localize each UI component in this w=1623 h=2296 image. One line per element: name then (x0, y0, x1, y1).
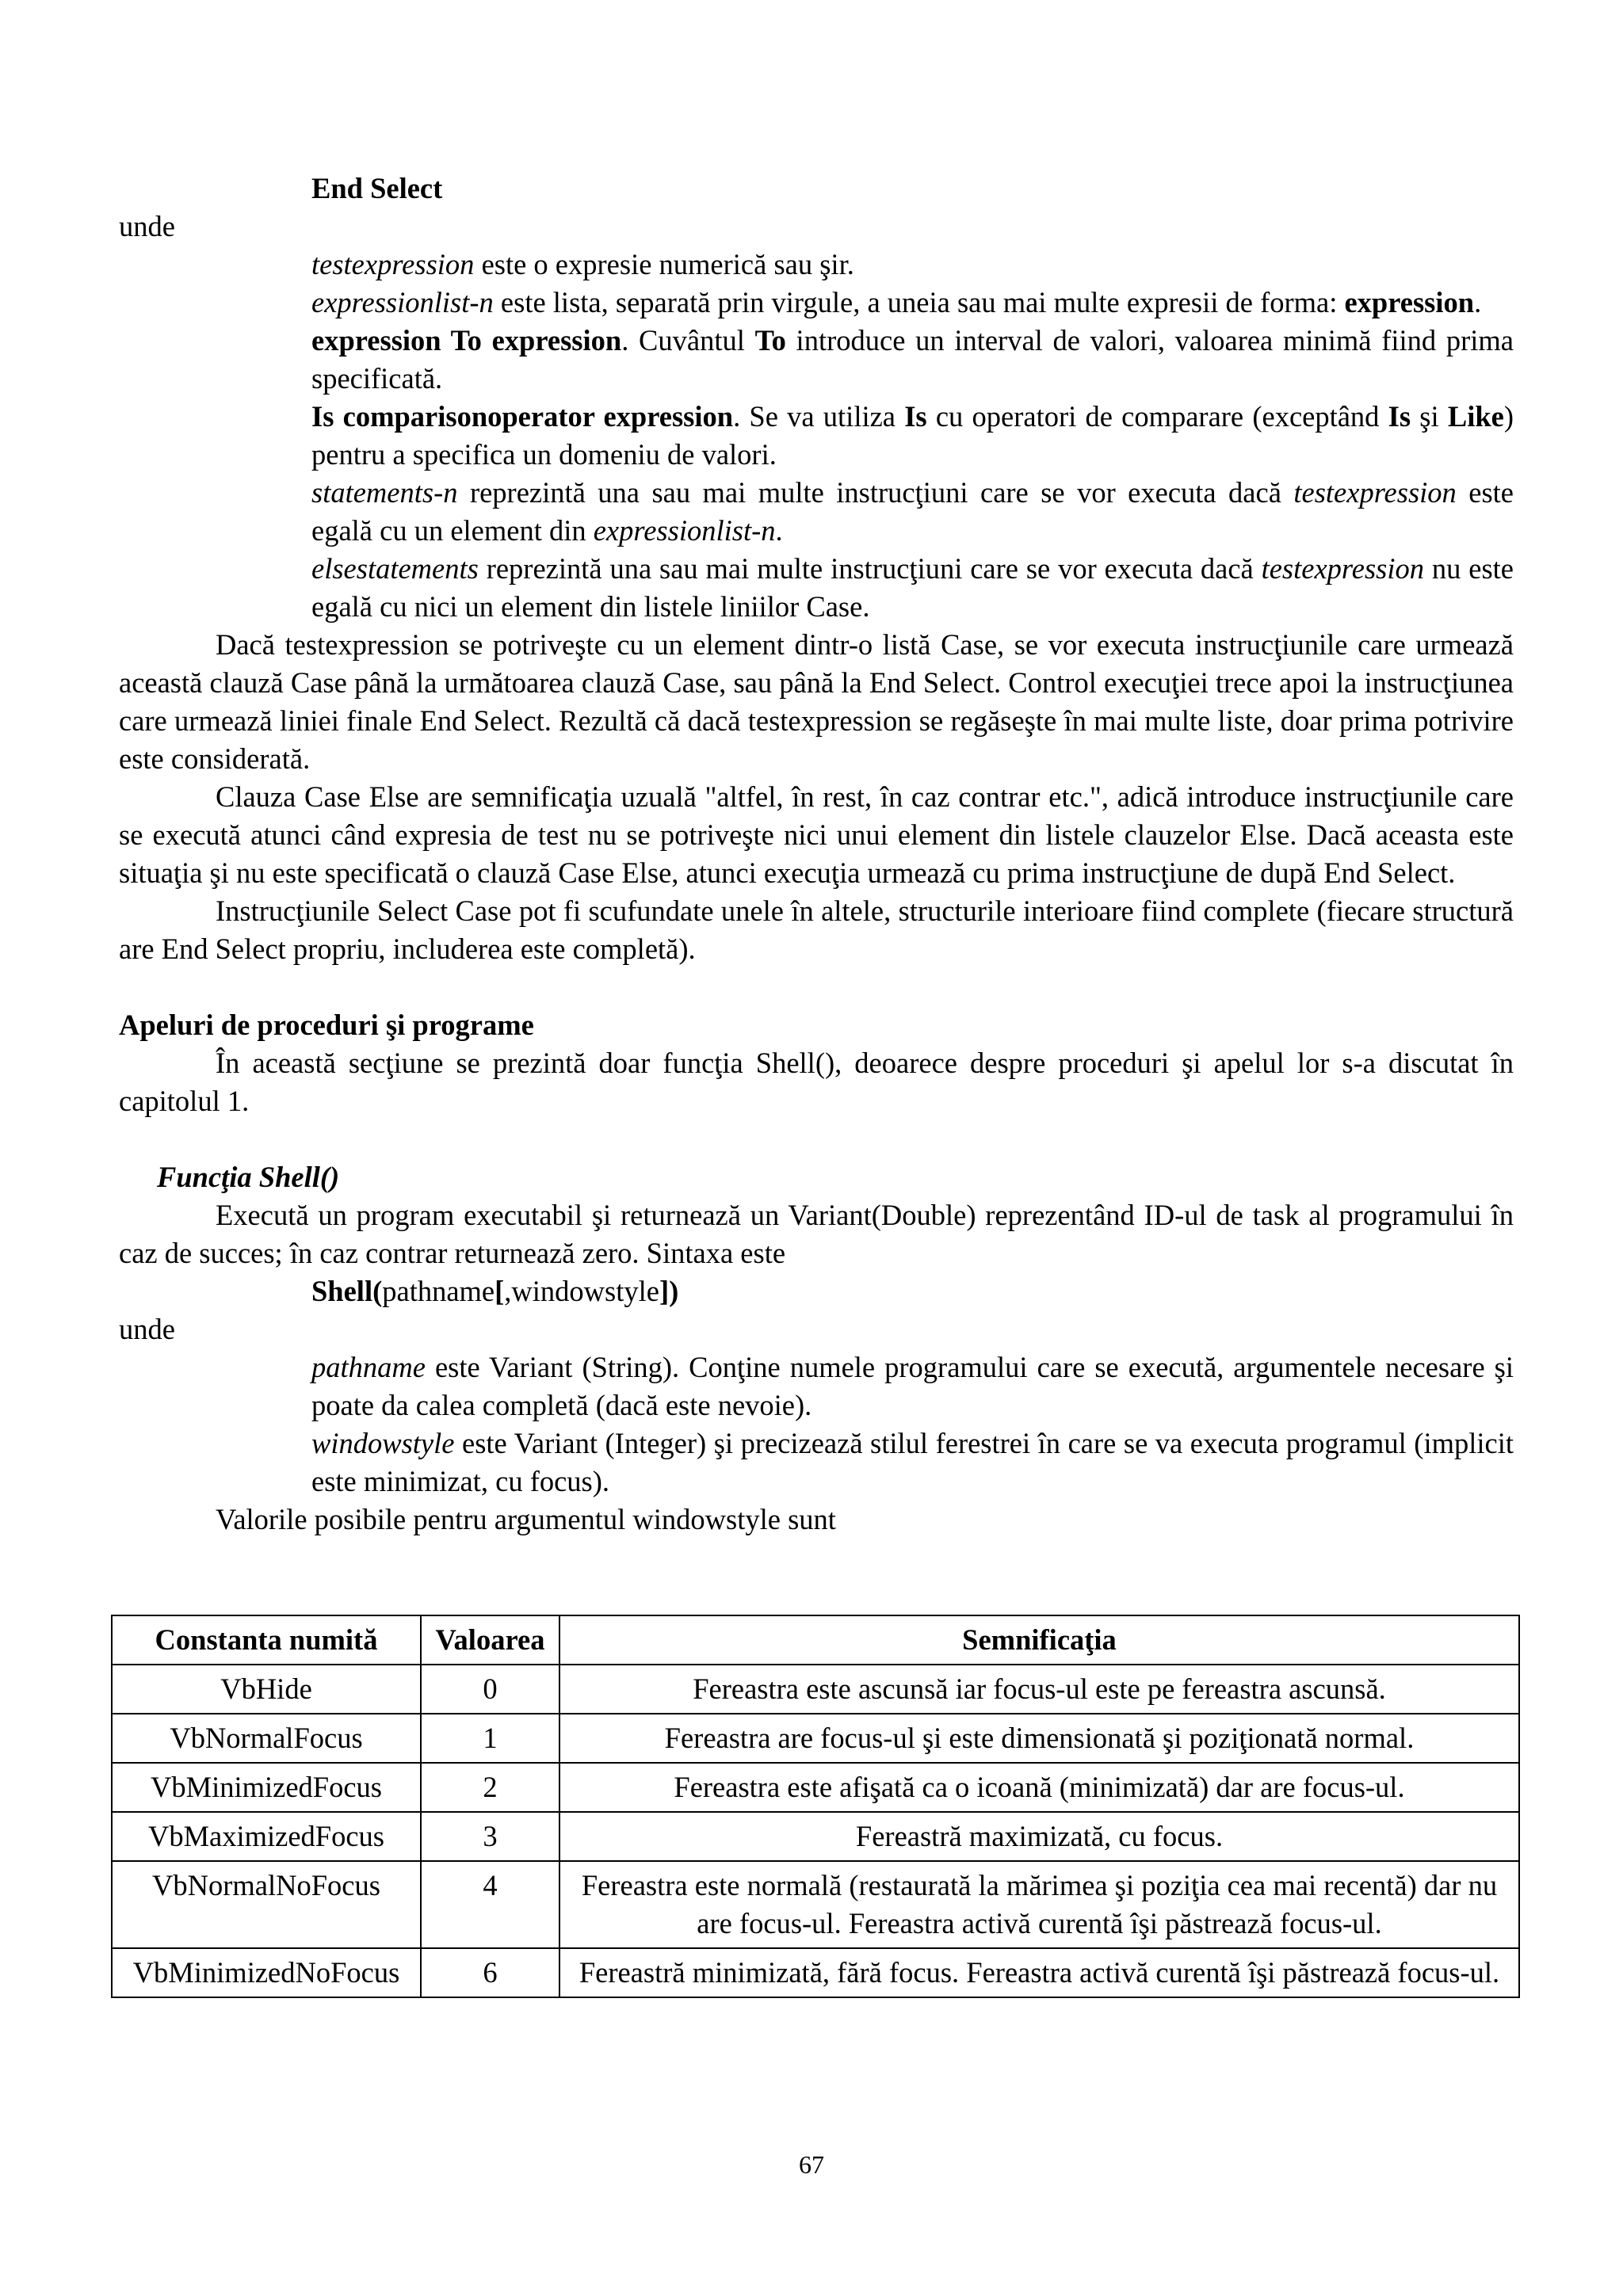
cell-meaning: Fereastra este normală (restaurată la mărimea şi poziţia cea mai recentă) dar nu are focus-ul. Fereastra activă curentă îşi păstrează focus-ul. (559, 1861, 1519, 1948)
shell-syntax: Shell(pathname[,windowstyle]) (311, 1275, 679, 1307)
cell-value: 6 (421, 1948, 559, 1997)
cell-constant: VbNormalFocus (112, 1714, 421, 1763)
header-valoarea: Valoarea (421, 1615, 559, 1665)
term: expressionlist-n (311, 286, 494, 318)
definition-expression-to: expression To expression. Cuvântul To introduce un interval de valori, valoarea minimă fiind prima specificată. (311, 324, 1514, 395)
cell-meaning: Fereastra este ascunsă iar focus-ul este pe fereastra ascunsă. (559, 1665, 1519, 1714)
section-heading: Apeluri de proceduri şi programe (119, 1009, 534, 1041)
definition-elsestatements: elsestatements reprezintă una sau mai multe instrucţiuni care se vor executa dacă testexpression nu este egală cu nici un element din listele liniilor Case. (311, 552, 1514, 623)
cell-value: 1 (421, 1714, 559, 1763)
table-row (112, 1714, 1519, 1763)
definition-expressionlist: expressionlist-n este lista, separată prin virgule, a uneia sau mai multe expresii de forma: expression. (311, 286, 1482, 318)
code-end-select: End Select (311, 172, 443, 204)
header-semnificatia: Semnificaţia (559, 1615, 1519, 1665)
table-intro: Valorile posibile pentru argumentul windowstyle sunt (216, 1503, 836, 1535)
table-row (112, 1861, 1519, 1948)
cell-meaning: Fereastra este afişată ca o icoană (minimizată) dar are focus-ul. (559, 1763, 1519, 1812)
header-constanta: Constanta numită (112, 1615, 421, 1665)
table-header-row (112, 1615, 1519, 1665)
paragraph: În această secţiune se prezintă doar funcţia Shell(), deoarece despre proceduri şi apelul lor s-a discutat în capitolul 1. (119, 1047, 1514, 1117)
paragraph: Clauza Case Else are semnificaţia uzuală "altfel, în rest, în caz contrar etc.", adică introduce instrucţiunile care se execută atunci când expresia de test nu se potriveşte nici unui element din listele clauzelor Else. Dacă aceasta este situaţia şi nu este specificată o clauză Case Else, atunci execuţia urmează cu prima instrucţiune de după End Select. (119, 780, 1514, 889)
cell-meaning: Fereastră maximizată, cu focus. (559, 1812, 1519, 1861)
subsection-heading: Funcţia Shell() (157, 1161, 340, 1193)
term: testexpression (311, 248, 475, 280)
cell-value: 2 (421, 1763, 559, 1812)
cell-constant: VbHide (112, 1665, 421, 1714)
definition-is-comparison: Is comparisonoperator expression. Se va utiliza Is cu operatori de comparare (exceptând Is şi Like) pentru a specifica un domeniu de valori. (311, 400, 1514, 471)
table-row (112, 1763, 1519, 1812)
paragraph: Dacă testexpression se potriveşte cu un element dintr-o listă Case, se vor executa instrucţiunile care urmează această clauză Case până la următoarea clauză Case, sau până la End Select. Control execuţiei trece apoi la instrucţiunea care urmează liniei finale End Select. Rezultă că dacă testexpression se regăseşte în mai multe liste, doar prima potrivire este considerată. (119, 628, 1514, 775)
page-number: 67 (799, 2150, 824, 2179)
definition-testexpression: testexpression este o expresie numerică sau şir. (311, 248, 854, 280)
spacer (119, 1120, 1514, 1158)
cell-meaning: Fereastră minimizată, fără focus. Fereastra activă curentă îşi păstrează focus-ul. (559, 1948, 1519, 1997)
cell-value: 3 (421, 1812, 559, 1861)
unde-label: unde (119, 1313, 175, 1345)
paragraph: Instrucţiunile Select Case pot fi scufundate unele în altele, structurile interioare fiind complete (fiecare structură are End Select propriu, includerea este completă). (119, 894, 1514, 965)
cell-meaning: Fereastra are focus-ul şi este dimensionată şi poziţionată normal. (559, 1714, 1519, 1763)
cell-value: 4 (421, 1861, 559, 1948)
document-body (119, 170, 1514, 1539)
cell-value: 0 (421, 1665, 559, 1714)
definition-windowstyle: windowstyle este Variant (Integer) şi precizează stilul ferestrei în care se va executa programul (implicit este minimizat, cu focus). (311, 1427, 1514, 1497)
spacer (119, 968, 1514, 1006)
cell-constant: VbNormalNoFocus (112, 1861, 421, 1948)
table-row (112, 1665, 1519, 1714)
windowstyle-table (111, 1615, 1520, 1998)
cell-constant: VbMinimizedFocus (112, 1763, 421, 1812)
definition-statements: statements-n reprezintă una sau mai multe instrucţiuni care se vor executa dacă testexpression este egală cu un element din expressionlist-n. (311, 476, 1514, 547)
paragraph: Execută un program executabil şi returnează un Variant(Double) reprezentând ID-ul de task al programului în caz de succes; în caz contrar returnează zero. Sintaxa este (119, 1199, 1514, 1269)
definition-pathname: pathname este Variant (String). Conţine numele programului care se execută, argumentele necesare şi poate da calea completă (dacă este nevoie). (311, 1351, 1514, 1421)
unde-label: unde (119, 210, 175, 242)
cell-constant: VbMaximizedFocus (112, 1812, 421, 1861)
table-row (112, 1948, 1519, 1997)
table-row (112, 1812, 1519, 1861)
cell-constant: VbMinimizedNoFocus (112, 1948, 421, 1997)
